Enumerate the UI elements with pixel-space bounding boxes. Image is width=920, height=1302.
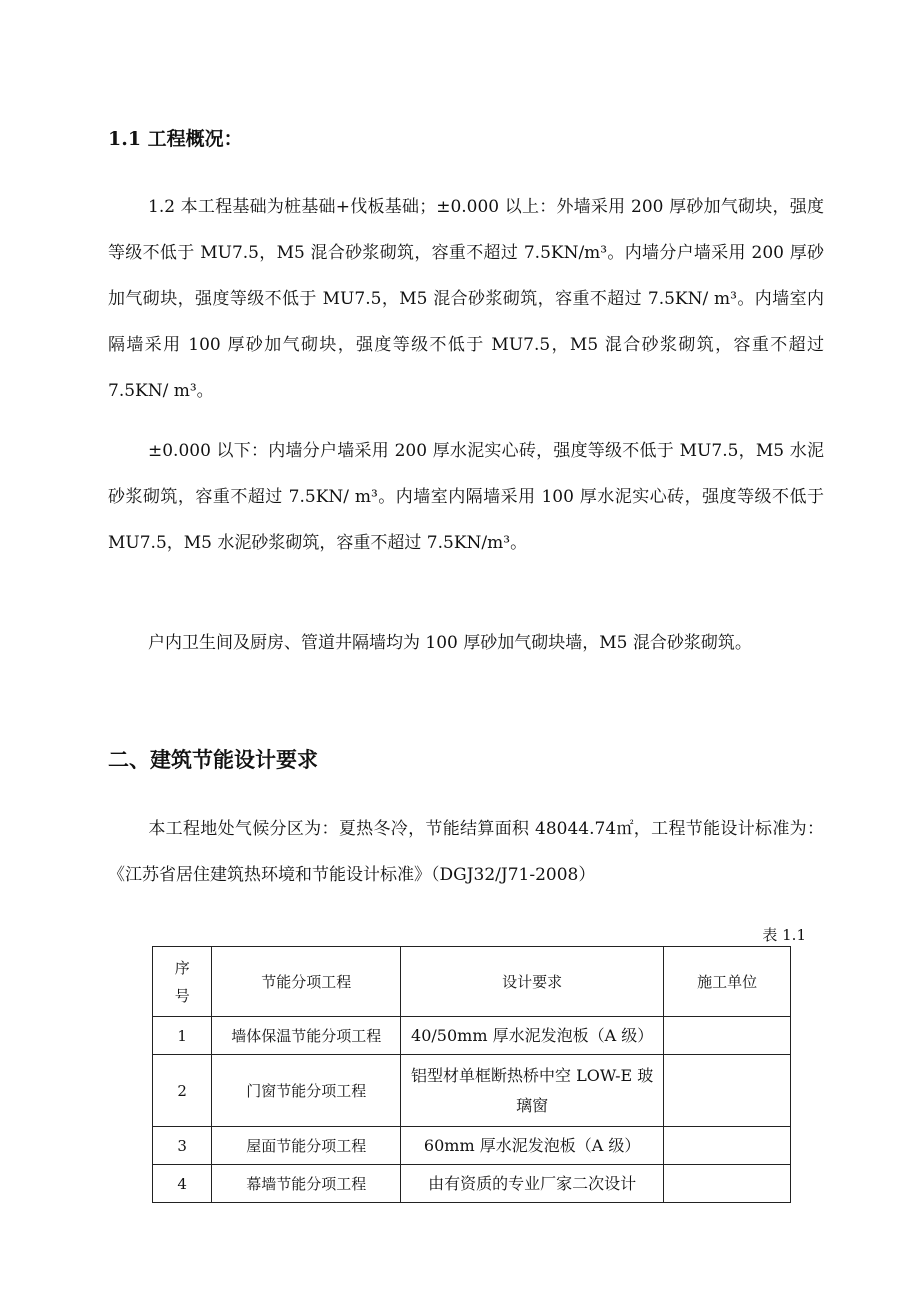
section-heading-energy: 二、建筑节能设计要求 [108, 747, 318, 772]
paragraph-foundation-walls [108, 184, 824, 414]
paragraph-text: 户内卫生间及厨房、管道井隔墙均为 100 厚砂加气砌块墙，M5 混合砂浆砌筑。 [148, 633, 752, 653]
header-no-line1: 序 [174, 958, 190, 977]
cell-unit [664, 1055, 791, 1127]
cell-no: 4 [153, 1165, 212, 1203]
cell-unit [664, 1127, 791, 1165]
cell-no: 2 [153, 1055, 212, 1127]
section-heading-overview: 1.1 工程概况： [108, 128, 243, 150]
table-row [153, 1055, 791, 1127]
table-caption: 表 1.1 [762, 926, 806, 944]
paragraph-text: 1.2 本工程基础为桩基础+伐板基础；±0.000 以上：外墙采用 200 厚砂加气砌块，强度等级不低于 MU7.5，M5 混合砂浆砌筑，容重不超过 7.5KN/m³。内墙分户墙采用 200 厚砂加气砌块，强度等级不低于 MU7.5，M5 混合砂浆砌筑，容重不超过 7.5KN/ m³。内墙室内隔墙采用 100 厚砂加气砌块，强度等级不低于 MU7.5，M5 混合砂浆砌筑，容重不超过 7.5KN/ m³。 [108, 197, 824, 401]
cell-item: 屋面节能分项工程 [212, 1127, 401, 1165]
header-item: 节能分项工程 [212, 947, 401, 1017]
cell-requirement: 60mm 厚水泥发泡板（A 级） [401, 1127, 664, 1165]
cell-requirement: 40/50mm 厚水泥发泡板（A 级） [401, 1017, 664, 1055]
paragraph-partition-walls [108, 620, 824, 666]
cell-no: 3 [153, 1127, 212, 1165]
paragraph-energy-standard [108, 806, 824, 898]
cell-unit [664, 1165, 791, 1203]
table-row [153, 1127, 791, 1165]
table-row [153, 1165, 791, 1203]
header-no [153, 947, 212, 1017]
cell-no: 1 [153, 1017, 212, 1055]
cell-item: 墙体保温节能分项工程 [212, 1017, 401, 1055]
paragraph-text: ±0.000 以下：内墙分户墙采用 200 厚水泥实心砖，强度等级不低于 MU7.5，M5 水泥砂浆砌筑，容重不超过 7.5KN/ m³。内墙室内隔墙采用 100 厚水泥实心砖，强度等级不低于 MU7.5，M5 水泥砂浆砌筑，容重不超过 7.5KN/m³。 [108, 441, 824, 553]
cell-item: 幕墙节能分项工程 [212, 1165, 401, 1203]
header-requirement: 设计要求 [401, 947, 664, 1017]
cell-unit [664, 1017, 791, 1055]
paragraph-text: 本工程地处气候分区为：夏热冬冷，节能结算面积 48044.74㎡，工程节能设计标准为：《江苏省居住建筑热环境和节能设计标准》（DGJ32/J71-2008） [108, 819, 824, 885]
cell-requirement: 铝型材单框断热桥中空 LOW-E 玻璃窗 [401, 1055, 664, 1127]
energy-requirements-table [152, 946, 791, 1203]
cell-requirement: 由有资质的专业厂家二次设计 [401, 1165, 664, 1203]
cell-item: 门窗节能分项工程 [212, 1055, 401, 1127]
paragraph-below-grade-walls [108, 428, 824, 566]
header-unit: 施工单位 [664, 947, 791, 1017]
header-no-line2: 号 [174, 986, 190, 1005]
table-header-row [153, 947, 791, 1017]
table-row [153, 1017, 791, 1055]
